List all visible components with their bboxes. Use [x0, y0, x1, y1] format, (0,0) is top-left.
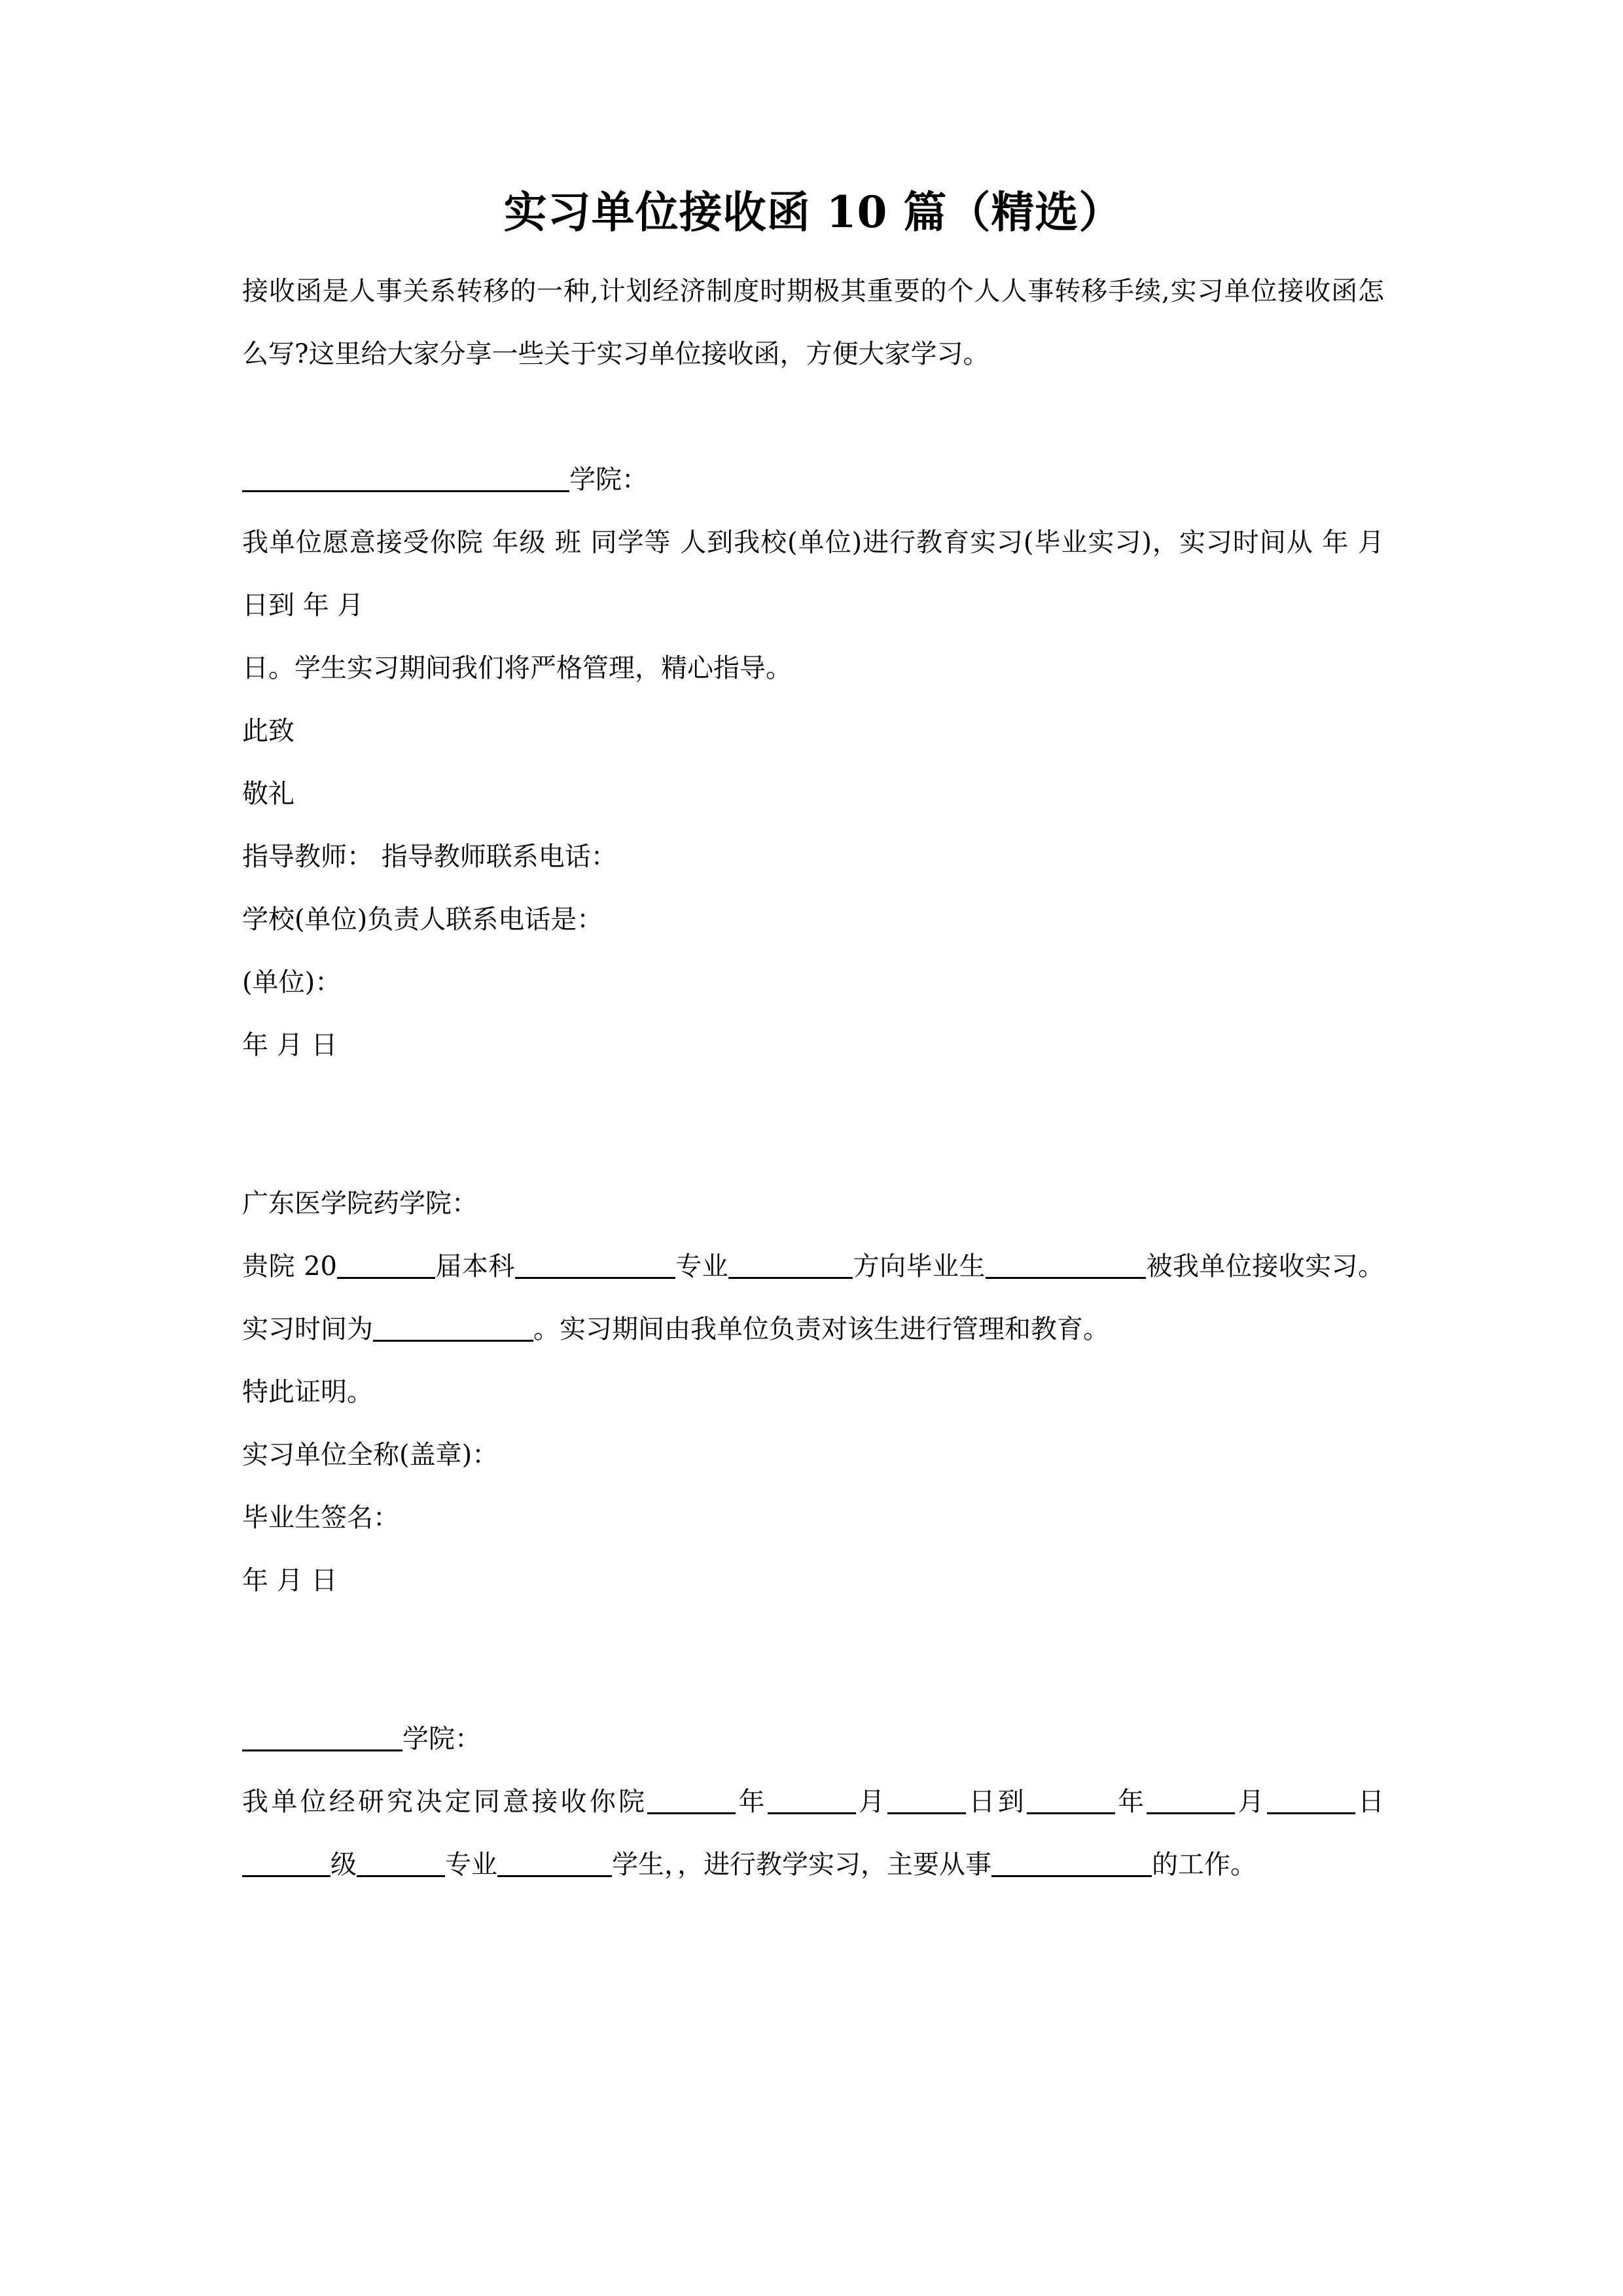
letter-1-body-line-1: 我单位愿意接受你院 年级 班 同学等 人到我校(单位)进行教育实习(毕业实习)，实习时间从 年 月 日到 年 月	[242, 527, 1384, 620]
document-content	[242, 0, 1384, 1896]
letter-3-student: 学生，，进行教学实习，主要从事	[612, 1849, 991, 1880]
blank-grade-3[interactable]	[242, 1849, 330, 1877]
letter-2-unit-stamp-line: 实习单位全称(盖章)：	[242, 1439, 499, 1470]
intro-paragraph: 接收函是人事关系转移的一种,计划经济制度时期极其重要的个人人事转移手续,实习单位接收函怎么写?这里给大家分享一些关于实习单位接收函，方便大家学习。	[242, 276, 1384, 369]
blank-year-3b[interactable]	[1027, 1786, 1115, 1814]
letter-3-day-1: 日到	[966, 1786, 1027, 1817]
letter-1-school-phone-line: 学校(单位)负责人联系电话是：	[242, 904, 603, 935]
letter-3-addressee-suffix: 学院：	[402, 1723, 481, 1754]
spacer	[242, 1612, 1384, 1675]
letter-1-closing-cizhi: 此致	[242, 715, 294, 746]
letter-1-unit-line: (单位)：	[242, 967, 342, 997]
letter-3-work: 的工作。	[1152, 1849, 1257, 1880]
letter-1-addressee-suffix: 学院：	[569, 464, 648, 495]
letter-3-year-1: 年	[736, 1786, 768, 1817]
spacer	[242, 1675, 1384, 1708]
letter-2-seg-6: 。实习期间由我单位负责对该生进行管理和教育。	[533, 1314, 1109, 1344]
blank-student-name-3[interactable]	[497, 1849, 612, 1877]
letter-1-teacher-line: 指导教师： 指导教师联系电话：	[242, 841, 617, 872]
letter-2-date-line: 年 月 日	[242, 1565, 338, 1596]
letter-3-body-paragraph	[242, 1770, 1384, 1896]
spacer	[242, 1077, 1384, 1139]
blank-year-3a[interactable]	[647, 1786, 736, 1814]
blank-direction-2[interactable]	[728, 1251, 853, 1279]
letter-3-seg-1: 我单位经研究决定同意接收你院	[242, 1786, 648, 1817]
blank-college-name-1[interactable]	[242, 464, 569, 492]
letter-3-month-2: 月	[1235, 1786, 1267, 1817]
letter-3-day-2: 日	[1355, 1786, 1385, 1817]
letter-3-year-2: 年	[1115, 1786, 1147, 1817]
letter-2-body-paragraph	[242, 1235, 1384, 1361]
letter-3-month-1: 月	[855, 1786, 888, 1817]
spacer	[242, 386, 1384, 448]
letter-2-seg-1: 贵院 20	[242, 1251, 337, 1282]
blank-work-content-3[interactable]	[991, 1849, 1152, 1877]
letter-3-addressee-line	[242, 1708, 1384, 1770]
letter-2-addressee: 广东医学院药学院：	[242, 1188, 478, 1219]
blank-month-3b[interactable]	[1147, 1786, 1235, 1814]
letter-2-seg-5: 被我单位接收实习。实习时间为	[242, 1251, 1385, 1344]
letter-1-date-line: 年 月 日	[242, 1030, 338, 1060]
letter-3-major: 专业	[445, 1849, 497, 1880]
page-title: 实习单位接收函 10 篇（精选）	[503, 187, 1123, 238]
letter-2-seg-3: 专业	[675, 1251, 729, 1282]
letter-2-certify-line: 特此证明。	[242, 1376, 373, 1407]
blank-major-2[interactable]	[515, 1251, 675, 1279]
letter-1-body-line-2: 日。学生实习期间我们将严格管理，精心指导。	[242, 653, 792, 683]
blank-college-name-3[interactable]	[242, 1723, 402, 1751]
letter-1-closing-jingli: 敬礼	[242, 778, 294, 809]
spacer	[242, 1139, 1384, 1172]
letter-2-seg-4: 方向毕业生	[853, 1251, 986, 1282]
blank-student-name-2[interactable]	[986, 1251, 1146, 1279]
letter-1-addressee-line	[242, 448, 1384, 511]
blank-day-3b[interactable]	[1267, 1786, 1355, 1814]
letter-2-graduate-sign-line: 毕业生签名：	[242, 1502, 399, 1533]
blank-day-3a[interactable]	[887, 1786, 966, 1814]
blank-time-range-2[interactable]	[373, 1314, 533, 1342]
letter-2-seg-2: 届本科	[435, 1251, 515, 1282]
blank-major-3[interactable]	[357, 1849, 445, 1877]
blank-year-2[interactable]	[337, 1251, 435, 1279]
letter-3-grade: 级	[330, 1849, 357, 1880]
blank-month-3a[interactable]	[768, 1786, 856, 1814]
